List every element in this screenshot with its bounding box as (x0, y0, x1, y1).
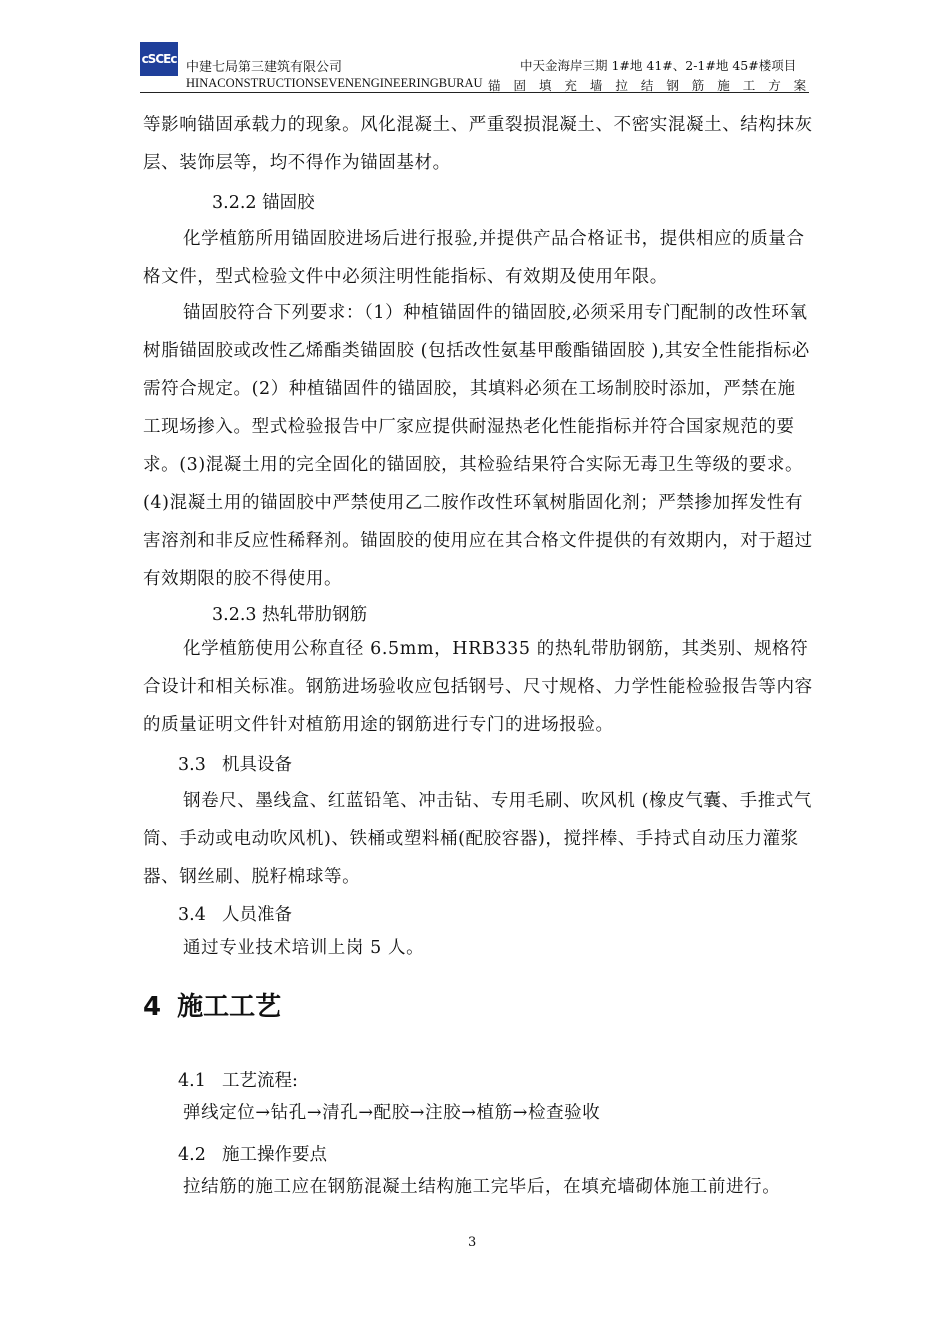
heading-title: 工艺流程: (222, 1071, 298, 1091)
paragraph-rebar: 化学植筋使用公称直径 6.5mm，HRB335 的热轧带肋钢筋，其类别、规格符合设计和相关标准。钢筋进场验收应包括钢号、尺寸规格、力学性能检验报告等内容的质量证明文件针对植筋用途的钢筋进行专门的进场报验。 (143, 639, 813, 735)
page-number: 3 (468, 1235, 477, 1250)
heading-title: 机具设备 (222, 755, 292, 775)
header-divider (140, 92, 809, 93)
heading-title: 人员准备 (222, 905, 292, 925)
paragraph-personnel: 通过专业技术培训上岗 5 人。 (183, 938, 425, 958)
paragraph-process-flow: 弹线定位→钻孔→清孔→配胶→注胶→植筋→检查验收 (183, 1103, 601, 1123)
heading-title: 施工操作要点 (222, 1145, 327, 1165)
paragraph-tools: 钢卷尺、墨线盒、红蓝铅笔、冲击钻、专用毛刷、吹风机 (橡皮气囊、手推式气筒、手动或电动吹风机)、铁桶或塑料桶(配胶容器)，搅拌棒、手持式自动压力灌浆器、钢丝刷、脱籽棉球等。 (143, 791, 812, 887)
paragraph-adhesive-requirements: 锚固胶符合下列要求：（1）种植锚固件的锚固胶,必须采用专门配制的改性环氧树脂锚固胶或改性乙烯酯类锚固胶 (包括改性氨基甲酸酯锚固胶 ),其安全性能指标必需符合规定。(2）种植锚固件的锚固胶，其填料必须在工场制胶时添加，严禁在施工现场掺入。型式检验报告中厂家应提供耐湿热老化性能指标并符合国家规范的要求。(3)混凝土用的完全固化的锚固胶，其检验结果符合实际无毒卫生等级的要求。(4)混凝土用的锚固胶中严禁使用乙二胺作改性环氧树脂固化剂；严禁掺加挥发性有害溶剂和非反应性稀释剂。锚固胶的使用应在其合格文件提供的有效期内，对于超过有效期限的胶不得使用。 (143, 303, 813, 589)
company-english-name: HINACONSTRUCTIONSEVENENGINEERINGBURAU (186, 76, 483, 90)
project-name: 中天金海岸三期 1#地 41#、2-1#地 45#楼项目 (520, 58, 797, 73)
heading-4 (143, 986, 281, 1023)
heading-number: 4.1 (178, 1071, 206, 1091)
heading-3-2-3: 3.2.3 热轧带肋钢筋 (212, 605, 368, 625)
heading-4-1 (178, 1067, 298, 1092)
paragraph-tie-bar-timing: 拉结筋的施工应在钢筋混凝土结构施工完毕后，在填充墙砌体施工前进行。 (183, 1177, 781, 1197)
heading-number: 4 (143, 992, 162, 1022)
heading-3-2-2: 3.2.2 锚固胶 (212, 193, 315, 213)
heading-4-2 (178, 1141, 327, 1166)
heading-number: 3.3 (178, 755, 206, 775)
paragraph-adhesive-inspection: 化学植筋所用锚固胶进场后进行报验,并提供产品合格证书，提供相应的质量合格文件，型式检验文件中必须注明性能指标、有效期及使用年限。 (143, 229, 805, 287)
document-title: 锚 固 填 充 墙 拉 结 钢 筋 施 工 方 案 (488, 78, 811, 93)
paragraph-anchor-base: 等影响锚固承载力的现象。风化混凝土、严重裂损混凝土、不密实混凝土、结构抹灰层、装饰层等，均不得作为锚固基材。 (143, 115, 813, 173)
heading-number: 4.2 (178, 1145, 206, 1165)
heading-title: 施工工艺 (177, 992, 282, 1022)
heading-number: 3.4 (178, 905, 206, 925)
heading-3-4 (178, 901, 292, 926)
company-logo: cSCEc (140, 42, 178, 76)
company-name: 中建七局第三建筑有限公司 (186, 60, 343, 75)
heading-3-3 (178, 751, 292, 776)
